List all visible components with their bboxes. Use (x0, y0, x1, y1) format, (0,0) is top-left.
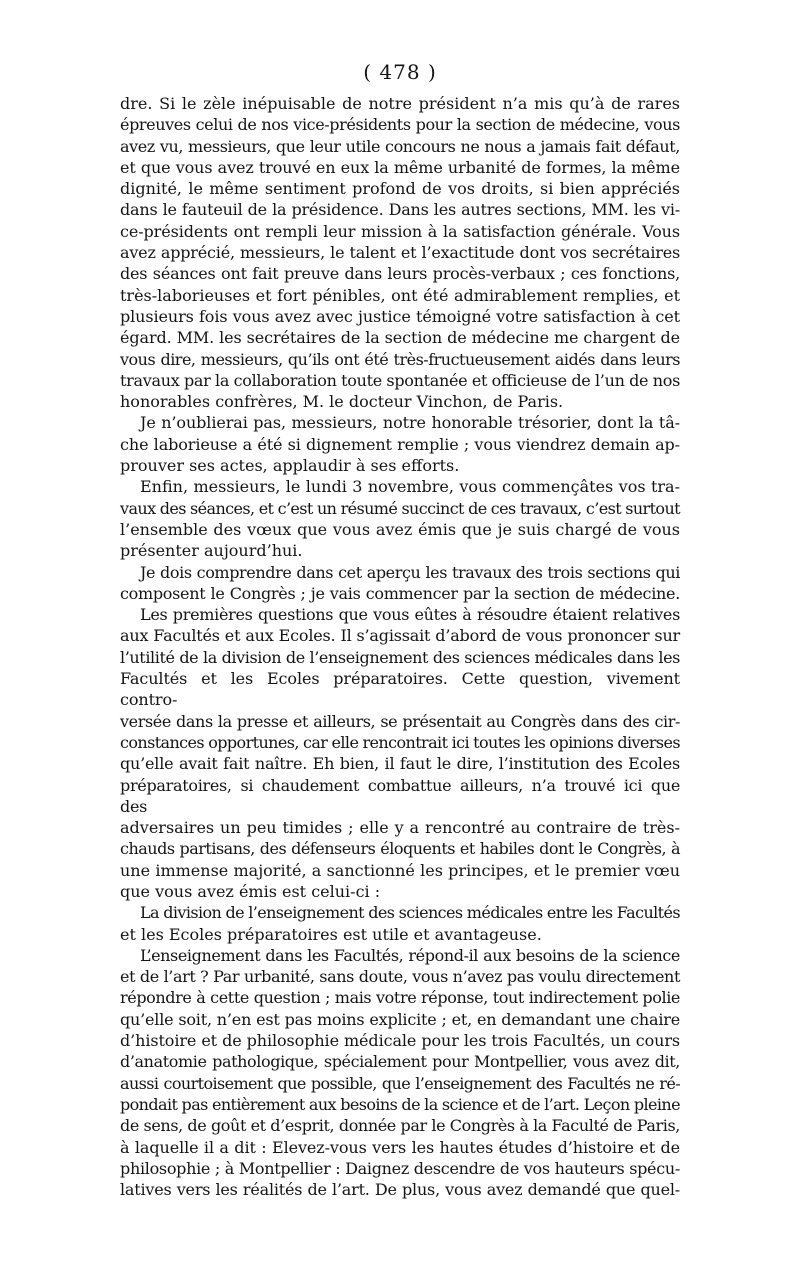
text-line: ce-présidents ont rempli leur mission à la satisfaction générale. Vous (120, 221, 680, 241)
text-line: avez apprécié, messieurs, le talent et l’exactitude dont vos secrétaires (120, 243, 680, 263)
paragraph-end-line: prouver ses actes, applaudir à ses efforts. (120, 456, 460, 476)
text-line: philosophie ; à Montpellier : Daignez descendre de vos hauteurs spécu- (120, 1158, 680, 1178)
text-line: très-laborieuses et fort pénibles, ont été admirablement remplies, et (120, 285, 680, 305)
text-line: dre. Si le zèle inépuisable de notre président n’a mis qu’à de rares (120, 94, 680, 113)
text-line: latives vers les réalités de l’art. De plus, vous avez demandé que quel- (120, 1180, 680, 1200)
text-line: adversaires un peu timides ; elle y a rencontré au contraire de très- (120, 818, 680, 838)
text-line: aux Facultés et aux Ecoles. Il s’agissait d’abord de vous prononcer sur (120, 626, 680, 646)
text-line: travaux par la collaboration toute spontanée et officieuse de l’un de nos (120, 370, 680, 390)
text-line: d’anatomie pathologique, spécialement pour Montpellier, vous avez dit, (120, 1052, 680, 1072)
text-line: préparatoires, si chaudement combattue ailleurs, n’a trouvé ici que des (120, 775, 680, 816)
text-line: Enfin, messieurs, le lundi 3 novembre, vous commençâtes vos tra- (140, 477, 680, 497)
text-line: plusieurs fois vous avez avec justice témoigné votre satisfaction à cet (120, 306, 680, 326)
text-line: L’enseignement dans les Facultés, répond-il aux besoins de la science (140, 945, 680, 965)
text-line: avez vu, messieurs, que leur utile concours ne nous a jamais fait défaut, (120, 136, 680, 156)
text-line: Les premières questions que vous eûtes à résoudre étaient relatives (140, 605, 680, 625)
page-number: ( 478 ) (363, 60, 437, 84)
text-line: d’histoire et de philosophie médicale pour les trois Facultés, un cours (120, 1031, 680, 1051)
text-line: vaux des séances, et c’est un résumé succinct de ces travaux, c’est surtout (120, 498, 680, 518)
text-line: et que vous avez trouvé en eux la même urbanité de formes, la même (120, 157, 680, 177)
paragraph-end-line: honorables confrères, M. le docteur Vinchon, de Paris. (120, 392, 564, 412)
text-line: à laquelle il a dit : Elevez-vous vers les hautes études d’histoire et de (120, 1137, 680, 1157)
text-line: une immense majorité, a sanctionné les principes, et le premier vœu (120, 860, 680, 880)
text-line: de sens, de goût et d’esprit, donnée par le Congrès à la Faculté de Paris, (120, 1116, 680, 1136)
text-line: chauds partisans, des défenseurs éloquents et habiles dont le Congrès, à (120, 839, 680, 859)
paragraph-end-line: composent le Congrès ; je vais commencer par la section de médecine. (120, 583, 680, 603)
text-line: dans le fauteuil de la présidence. Dans les autres sections, MM. les vi- (120, 200, 680, 220)
text-line: che laborieuse a été si dignement remplie ; vous viendrez demain ap- (120, 434, 680, 454)
text-line: Facultés et les Ecoles préparatoires. Cette question, vivement contro- (120, 669, 680, 710)
paragraph-end-line: et les Ecoles préparatoires est utile et avantageuse. (120, 924, 542, 944)
text-line: l’utilité de la division de l’enseignement des sciences médicales dans les (120, 647, 680, 667)
text-line: épreuves celui de nos vice-présidents pour la section de médecine, vous (120, 115, 680, 135)
text-line: Je dois comprendre dans cet aperçu les travaux des trois sections qui (140, 562, 680, 582)
text-line: versée dans la presse et ailleurs, se présentait au Congrès dans des cir- (120, 711, 680, 731)
text-line: pondait pas entièrement aux besoins de la science et de l’art. Leçon pleine (120, 1094, 680, 1114)
text-line: répondre à cette question ; mais votre réponse, tout indirectement polie (120, 988, 680, 1008)
text-line: dignité, le même sentiment profond de vos droits, si bien appréciés (120, 179, 680, 199)
text-line: des séances ont fait preuve dans leurs procès-verbaux ; ces fonctions, (120, 264, 680, 284)
text-line: l’ensemble des vœux que vous avez émis que je suis chargé de vous (120, 519, 680, 539)
text-line: La division de l’enseignement des sciences médicales entre les Facultés (140, 903, 680, 923)
paragraph-end-line: que vous avez émis est celui-ci : (120, 881, 381, 901)
text-line: et de l’art ? Par urbanité, sans doute, vous n’avez pas voulu directement (120, 967, 680, 987)
text-line: aussi courtoisement que possible, que l’enseignement des Facultés ne ré- (120, 1073, 680, 1093)
body-text (120, 93, 680, 1200)
text-line: Je n’oublierai pas, messieurs, notre honorable trésorier, dont la tâ- (140, 413, 680, 433)
text-line: égard. MM. les secrétaires de la section de médecine me chargent de (120, 328, 680, 348)
text-line: qu’elle soit, n’en est pas moins explicite ; et, en demandant une chaire (120, 1009, 680, 1029)
paragraph-end-line: présenter aujourd’hui. (120, 541, 303, 561)
text-line: qu’elle avait fait naître. Eh bien, il faut le dire, l’institution des Ecoles (120, 754, 680, 774)
text-line: constances opportunes, car elle rencontrait ici toutes les opinions diverses (120, 732, 680, 752)
text-line: vous dire, messieurs, qu’ils ont été très-fructueusement aidés dans leurs (120, 349, 680, 369)
